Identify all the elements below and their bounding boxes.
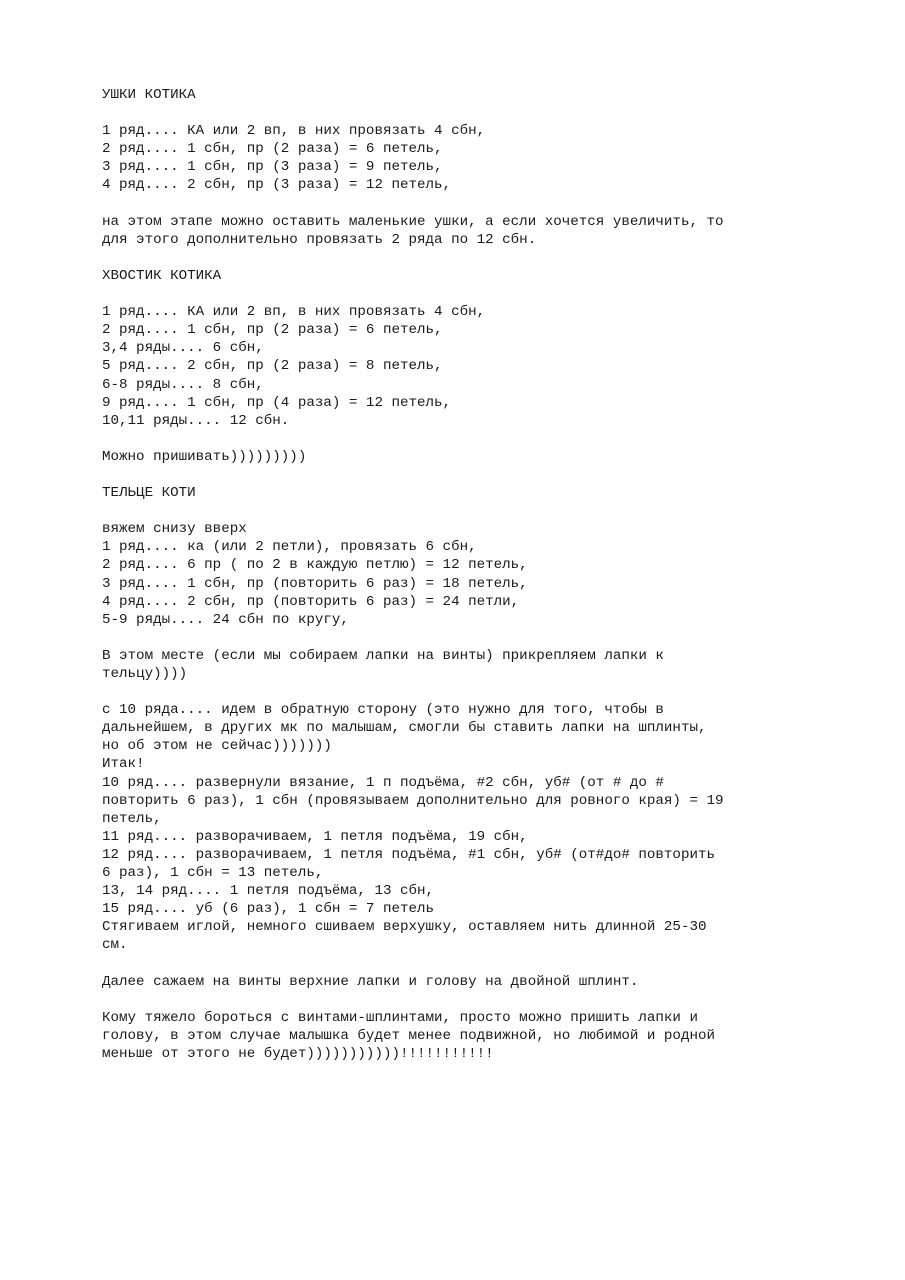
document-page <box>102 86 862 1063</box>
text-line: 2 ряд.... 1 сбн, пр (2 раза) = 6 петель, <box>102 141 443 158</box>
text-line: на этом этапе можно оставить маленькие ушки, а если хочется увеличить, то <box>102 213 724 230</box>
paragraph-gap <box>102 955 862 973</box>
text-line: Далее сажаем на винты верхние лапки и голову на двойной шплинт. <box>102 973 639 990</box>
text-section <box>102 701 862 954</box>
text-section <box>102 448 862 466</box>
text-line: тельцу)))) <box>102 666 188 682</box>
text-line: см. <box>102 937 128 954</box>
text-line: 5-9 ряды.... 24 сбн по кругу, <box>102 611 349 628</box>
text-line: 1 ряд.... КА или 2 вп, в них провязать 4 сбн, <box>102 123 486 140</box>
text-line: Стягиваем иглой, немного сшиваем верхушку, оставляем нить длинной 25-30 <box>102 919 707 936</box>
text-section <box>102 122 862 194</box>
text-line: УШКИ КОТИКА <box>102 87 196 103</box>
paragraph-gap <box>102 430 862 448</box>
text-line: Можно пришивать))))))))) <box>102 448 307 465</box>
text-line: повторить 6 раз), 1 сбн (провязываем дополнительно для ровного края) = 19 <box>102 792 724 809</box>
text-section <box>102 86 862 104</box>
text-line: но об этом не сейчас))))))) <box>102 738 332 755</box>
text-line: 2 ряд.... 6 пр ( по 2 в каждую петлю) = 12 петель, <box>102 557 528 574</box>
paragraph-gap <box>102 683 862 701</box>
text-line: вяжем снизу вверх <box>102 521 247 538</box>
paragraph-gap <box>102 249 862 267</box>
text-line: с 10 ряда.... идем в обратную сторону (это нужно для того, чтобы в <box>102 702 664 719</box>
text-line: 1 ряд.... КА или 2 вп, в них провязать 4 сбн, <box>102 304 486 321</box>
text-line: для этого дополнительно провязать 2 ряда по 12 сбн. <box>102 231 537 248</box>
text-section <box>102 520 862 629</box>
text-line: 6-8 ряды.... 8 сбн, <box>102 376 264 393</box>
text-line: 2 ряд.... 1 сбн, пр (2 раза) = 6 петель, <box>102 322 443 339</box>
text-line: 3 ряд.... 1 сбн, пр (3 раза) = 9 петель, <box>102 159 443 176</box>
text-line: 4 ряд.... 2 сбн, пр (повторить 6 раз) = 24 петли, <box>102 593 520 610</box>
text-line: Кому тяжело бороться с винтами-шплинтами, просто можно пришить лапки и <box>102 1009 698 1026</box>
text-line: голову, в этом случае малышка будет менее подвижной, но любимой и родной <box>102 1027 715 1044</box>
text-line: 1 ряд.... ка (или 2 петли), провязать 6 сбн, <box>102 539 477 556</box>
text-line: 13, 14 ряд.... 1 петля подъёма, 13 сбн, <box>102 883 435 900</box>
text-line: 5 ряд.... 2 сбн, пр (2 раза) = 8 петель, <box>102 358 443 375</box>
document-text <box>102 86 862 1063</box>
text-line: 15 ряд.... уб (6 раз), 1 сбн = 7 петель <box>102 901 435 918</box>
text-line: Итак! <box>102 756 145 773</box>
paragraph-gap <box>102 502 862 520</box>
paragraph-gap <box>102 629 862 647</box>
text-section <box>102 213 862 249</box>
text-line: меньше от этого не будет)))))))))))!!!!!!!!!!! <box>102 1045 494 1062</box>
text-section <box>102 1009 862 1063</box>
text-line: 10 ряд.... развернули вязание, 1 п подъёма, #2 сбн, уб# (от # до # <box>102 774 664 791</box>
text-line: 3,4 ряды.... 6 сбн, <box>102 340 264 357</box>
text-line: 9 ряд.... 1 сбн, пр (4 раза) = 12 петель, <box>102 394 452 411</box>
text-line: 6 раз), 1 сбн = 13 петель, <box>102 865 324 882</box>
text-section <box>102 973 862 991</box>
paragraph-gap <box>102 991 862 1009</box>
text-line: ХВОСТИК КОТИКА <box>102 267 222 284</box>
paragraph-gap <box>102 466 862 484</box>
text-line: 11 ряд.... разворачиваем, 1 петля подъёма, 19 сбн, <box>102 828 528 845</box>
text-section <box>102 303 862 430</box>
paragraph-gap <box>102 104 862 122</box>
text-line: 4 ряд.... 2 сбн, пр (3 раза) = 12 петель, <box>102 177 452 194</box>
text-line: В этом месте (если мы собираем лапки на винты) прикрепляем лапки к <box>102 647 664 664</box>
text-line: 10,11 ряды.... 12 сбн. <box>102 412 290 429</box>
text-line: 12 ряд.... разворачиваем, 1 петля подъёма, #1 сбн, уб# (от#до# повторить <box>102 846 715 863</box>
text-line: 3 ряд.... 1 сбн, пр (повторить 6 раз) = 18 петель, <box>102 575 528 592</box>
text-section <box>102 267 862 285</box>
text-line: дальнейшем, в других мк по малышам, смогли бы ставить лапки на шплинты, <box>102 720 707 737</box>
text-line: ТЕЛЬЦЕ КОТИ <box>102 485 196 502</box>
text-line: петель, <box>102 810 162 827</box>
text-section <box>102 647 862 683</box>
text-section <box>102 484 862 502</box>
paragraph-gap <box>102 285 862 303</box>
paragraph-gap <box>102 195 862 213</box>
